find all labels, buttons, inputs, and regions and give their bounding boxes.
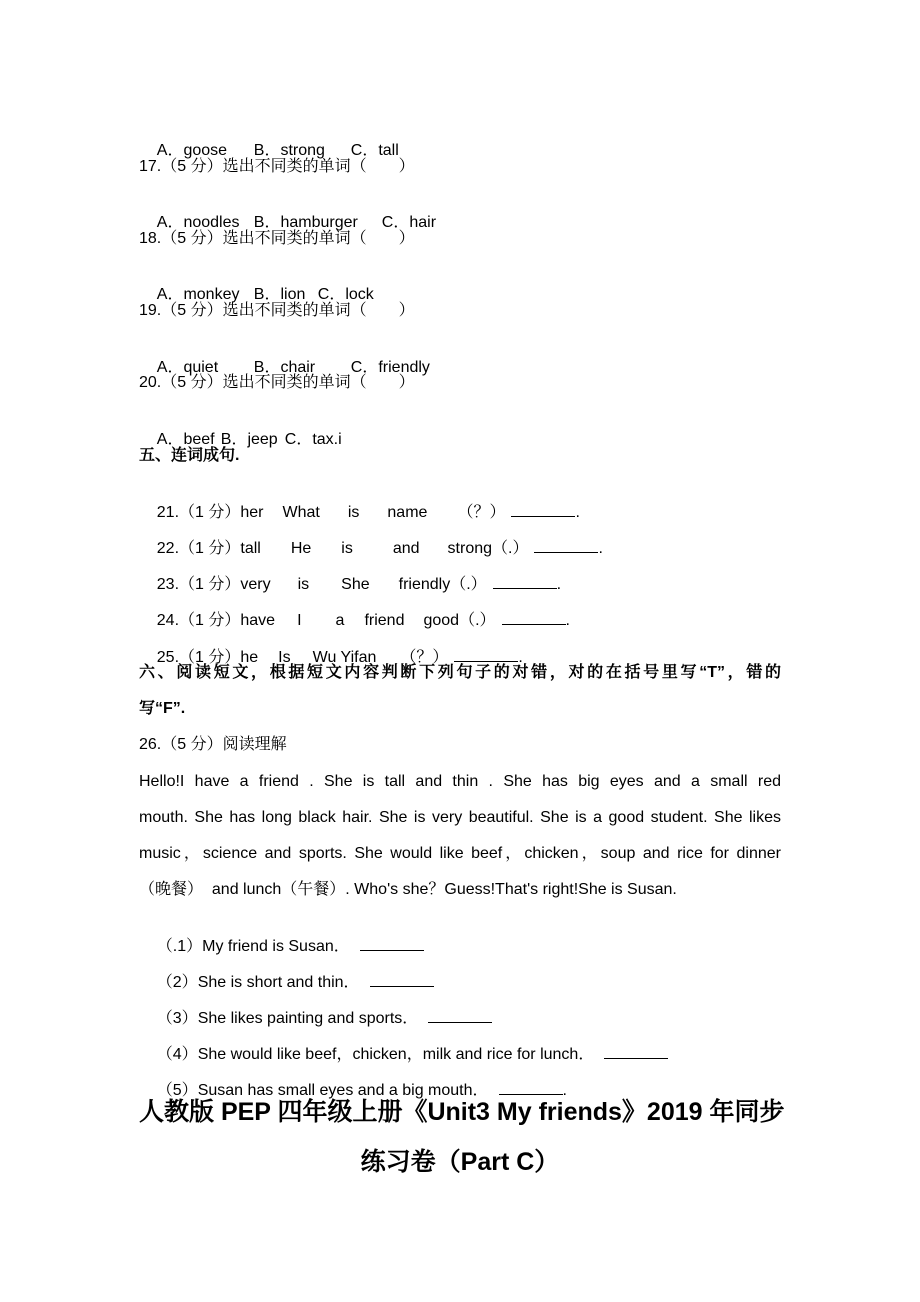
word: is xyxy=(347,504,360,521)
statement-text: She is short and thin． xyxy=(197,974,360,991)
punctuation-hint: （.） xyxy=(492,540,529,557)
statement-5 xyxy=(139,1060,567,1099)
next-document-title-line-1: 人教版 PEP 四年级上册《Unit3 My friends》2019 年同步 xyxy=(139,1098,785,1126)
option-c: C．lock xyxy=(317,286,374,303)
answer-blank[interactable] xyxy=(428,1008,492,1023)
word: What xyxy=(282,504,320,521)
statement-text: My friend is Susan． xyxy=(202,938,350,955)
word: Is xyxy=(278,649,291,666)
word: have xyxy=(240,612,276,629)
section-6-heading-line-1: 六、阅读短文，根据短文内容判断下列句子的对错，对的在括号里写“T”，错的 xyxy=(139,664,781,681)
word: and xyxy=(392,540,420,557)
option-a: A．goose xyxy=(156,142,228,159)
word: her xyxy=(240,504,264,521)
option-a: A．noodles xyxy=(156,214,240,231)
option-a: A．monkey xyxy=(156,286,240,303)
option-a: A．beef xyxy=(156,431,215,448)
passage-line-1: Hello!I have a friend . She is tall and thin . She has big eyes and a small red xyxy=(139,773,781,790)
punctuation-hint: （.） xyxy=(459,612,496,629)
option-a: A．quiet xyxy=(156,359,219,376)
answer-blank[interactable] xyxy=(499,1080,563,1095)
answer-blank[interactable] xyxy=(360,936,424,951)
question-number: 22.（1 分） xyxy=(156,540,241,557)
answer-blank[interactable] xyxy=(604,1044,668,1059)
statement-1 xyxy=(139,916,424,955)
statement-number: （3） xyxy=(156,1010,198,1027)
section-6-heading-line-2: 写“F”. xyxy=(139,700,186,717)
statement-number: （4） xyxy=(156,1046,198,1063)
word: name xyxy=(387,504,428,521)
option-c: C．tax.i xyxy=(284,431,342,448)
answer-blank[interactable] xyxy=(493,574,557,589)
question-20-options xyxy=(139,410,342,448)
word: strong xyxy=(447,540,493,557)
punctuation-hint: （？） xyxy=(457,504,506,521)
question-21 xyxy=(139,482,580,521)
statement-number: （5） xyxy=(156,1082,198,1099)
question-19-stem: 19.（5 分）选出不同类的单词（ ） xyxy=(139,302,415,319)
statement-number: （2） xyxy=(156,974,198,991)
option-c: C．hair xyxy=(381,214,437,231)
answer-blank[interactable] xyxy=(454,647,518,662)
word: Wu Yifan xyxy=(312,649,377,666)
word: I xyxy=(297,612,302,629)
answer-blank[interactable] xyxy=(502,610,566,625)
word: friend xyxy=(364,612,405,629)
statement-4 xyxy=(139,1024,668,1063)
answer-blank[interactable] xyxy=(370,972,434,987)
period: . xyxy=(575,504,580,521)
word: is xyxy=(341,540,353,557)
period: . xyxy=(565,612,570,629)
question-22 xyxy=(139,518,603,557)
punctuation-hint: （？） xyxy=(400,649,449,666)
statement-text: Susan has small eyes and a big mouth． xyxy=(197,1082,489,1099)
word: She xyxy=(341,576,370,593)
period: . xyxy=(518,649,523,666)
section-5-heading: 五、连词成句. xyxy=(139,447,240,464)
question-26-stem: 26.（5 分）阅读理解 xyxy=(139,736,287,753)
word: He xyxy=(290,540,312,557)
question-number: 25.（1 分） xyxy=(156,649,241,666)
period: . xyxy=(562,1082,567,1099)
option-c: C．tall xyxy=(350,142,399,159)
question-24 xyxy=(139,590,570,629)
punctuation-hint: （.） xyxy=(450,576,487,593)
question-19-options xyxy=(139,338,430,376)
passage-line-2: mouth. She has long black hair. She is very beautiful. She is a good student. She likes xyxy=(139,809,781,826)
statement-2 xyxy=(139,952,434,991)
word: good xyxy=(423,612,460,629)
passage-line-3: music，science and sports. She would like beef，chicken，soup and rice for dinner xyxy=(139,845,781,862)
passage-line-4: （晚餐） and lunch（午餐）. Who's she？Guess!That's right!She is Susan. xyxy=(139,881,677,898)
word: is xyxy=(297,576,310,593)
word: very xyxy=(240,576,271,593)
statement-3 xyxy=(139,988,492,1027)
option-b: B．strong xyxy=(253,142,325,159)
question-number: 23.（1 分） xyxy=(156,576,241,593)
answer-blank[interactable] xyxy=(534,538,598,553)
question-17-stem: 17.（5 分）选出不同类的单词（ ） xyxy=(139,158,415,175)
word: tall xyxy=(240,540,261,557)
period: . xyxy=(598,540,603,557)
statement-text: She likes painting and sports． xyxy=(197,1010,419,1027)
option-b: B．jeep xyxy=(220,431,278,448)
word: friendly xyxy=(398,576,451,593)
option-b: B．lion xyxy=(253,286,306,303)
statement-text: She would like beef，chicken，milk and rice for lunch． xyxy=(197,1046,595,1063)
question-18-stem: 18.（5 分）选出不同类的单词（ ） xyxy=(139,230,415,247)
question-number: 21.（1 分） xyxy=(156,504,241,521)
option-b: B．hamburger xyxy=(253,214,358,231)
question-number: 24.（1 分） xyxy=(156,612,241,629)
question-20-stem: 20.（5 分）选出不同类的单词（ ） xyxy=(139,374,415,391)
option-b: B．chair xyxy=(253,359,316,376)
question-17-options xyxy=(139,193,437,231)
period: . xyxy=(556,576,562,593)
question-18-options xyxy=(139,265,374,303)
q16-options xyxy=(139,121,399,159)
word: he xyxy=(240,649,259,666)
next-document-title-line-2: 练习卷（Part C） xyxy=(360,1148,560,1176)
question-23 xyxy=(139,554,562,593)
statement-number: （.1） xyxy=(156,938,203,955)
question-25 xyxy=(139,627,523,666)
answer-blank[interactable] xyxy=(511,502,575,517)
word: a xyxy=(335,612,345,629)
option-c: C．friendly xyxy=(350,359,430,376)
